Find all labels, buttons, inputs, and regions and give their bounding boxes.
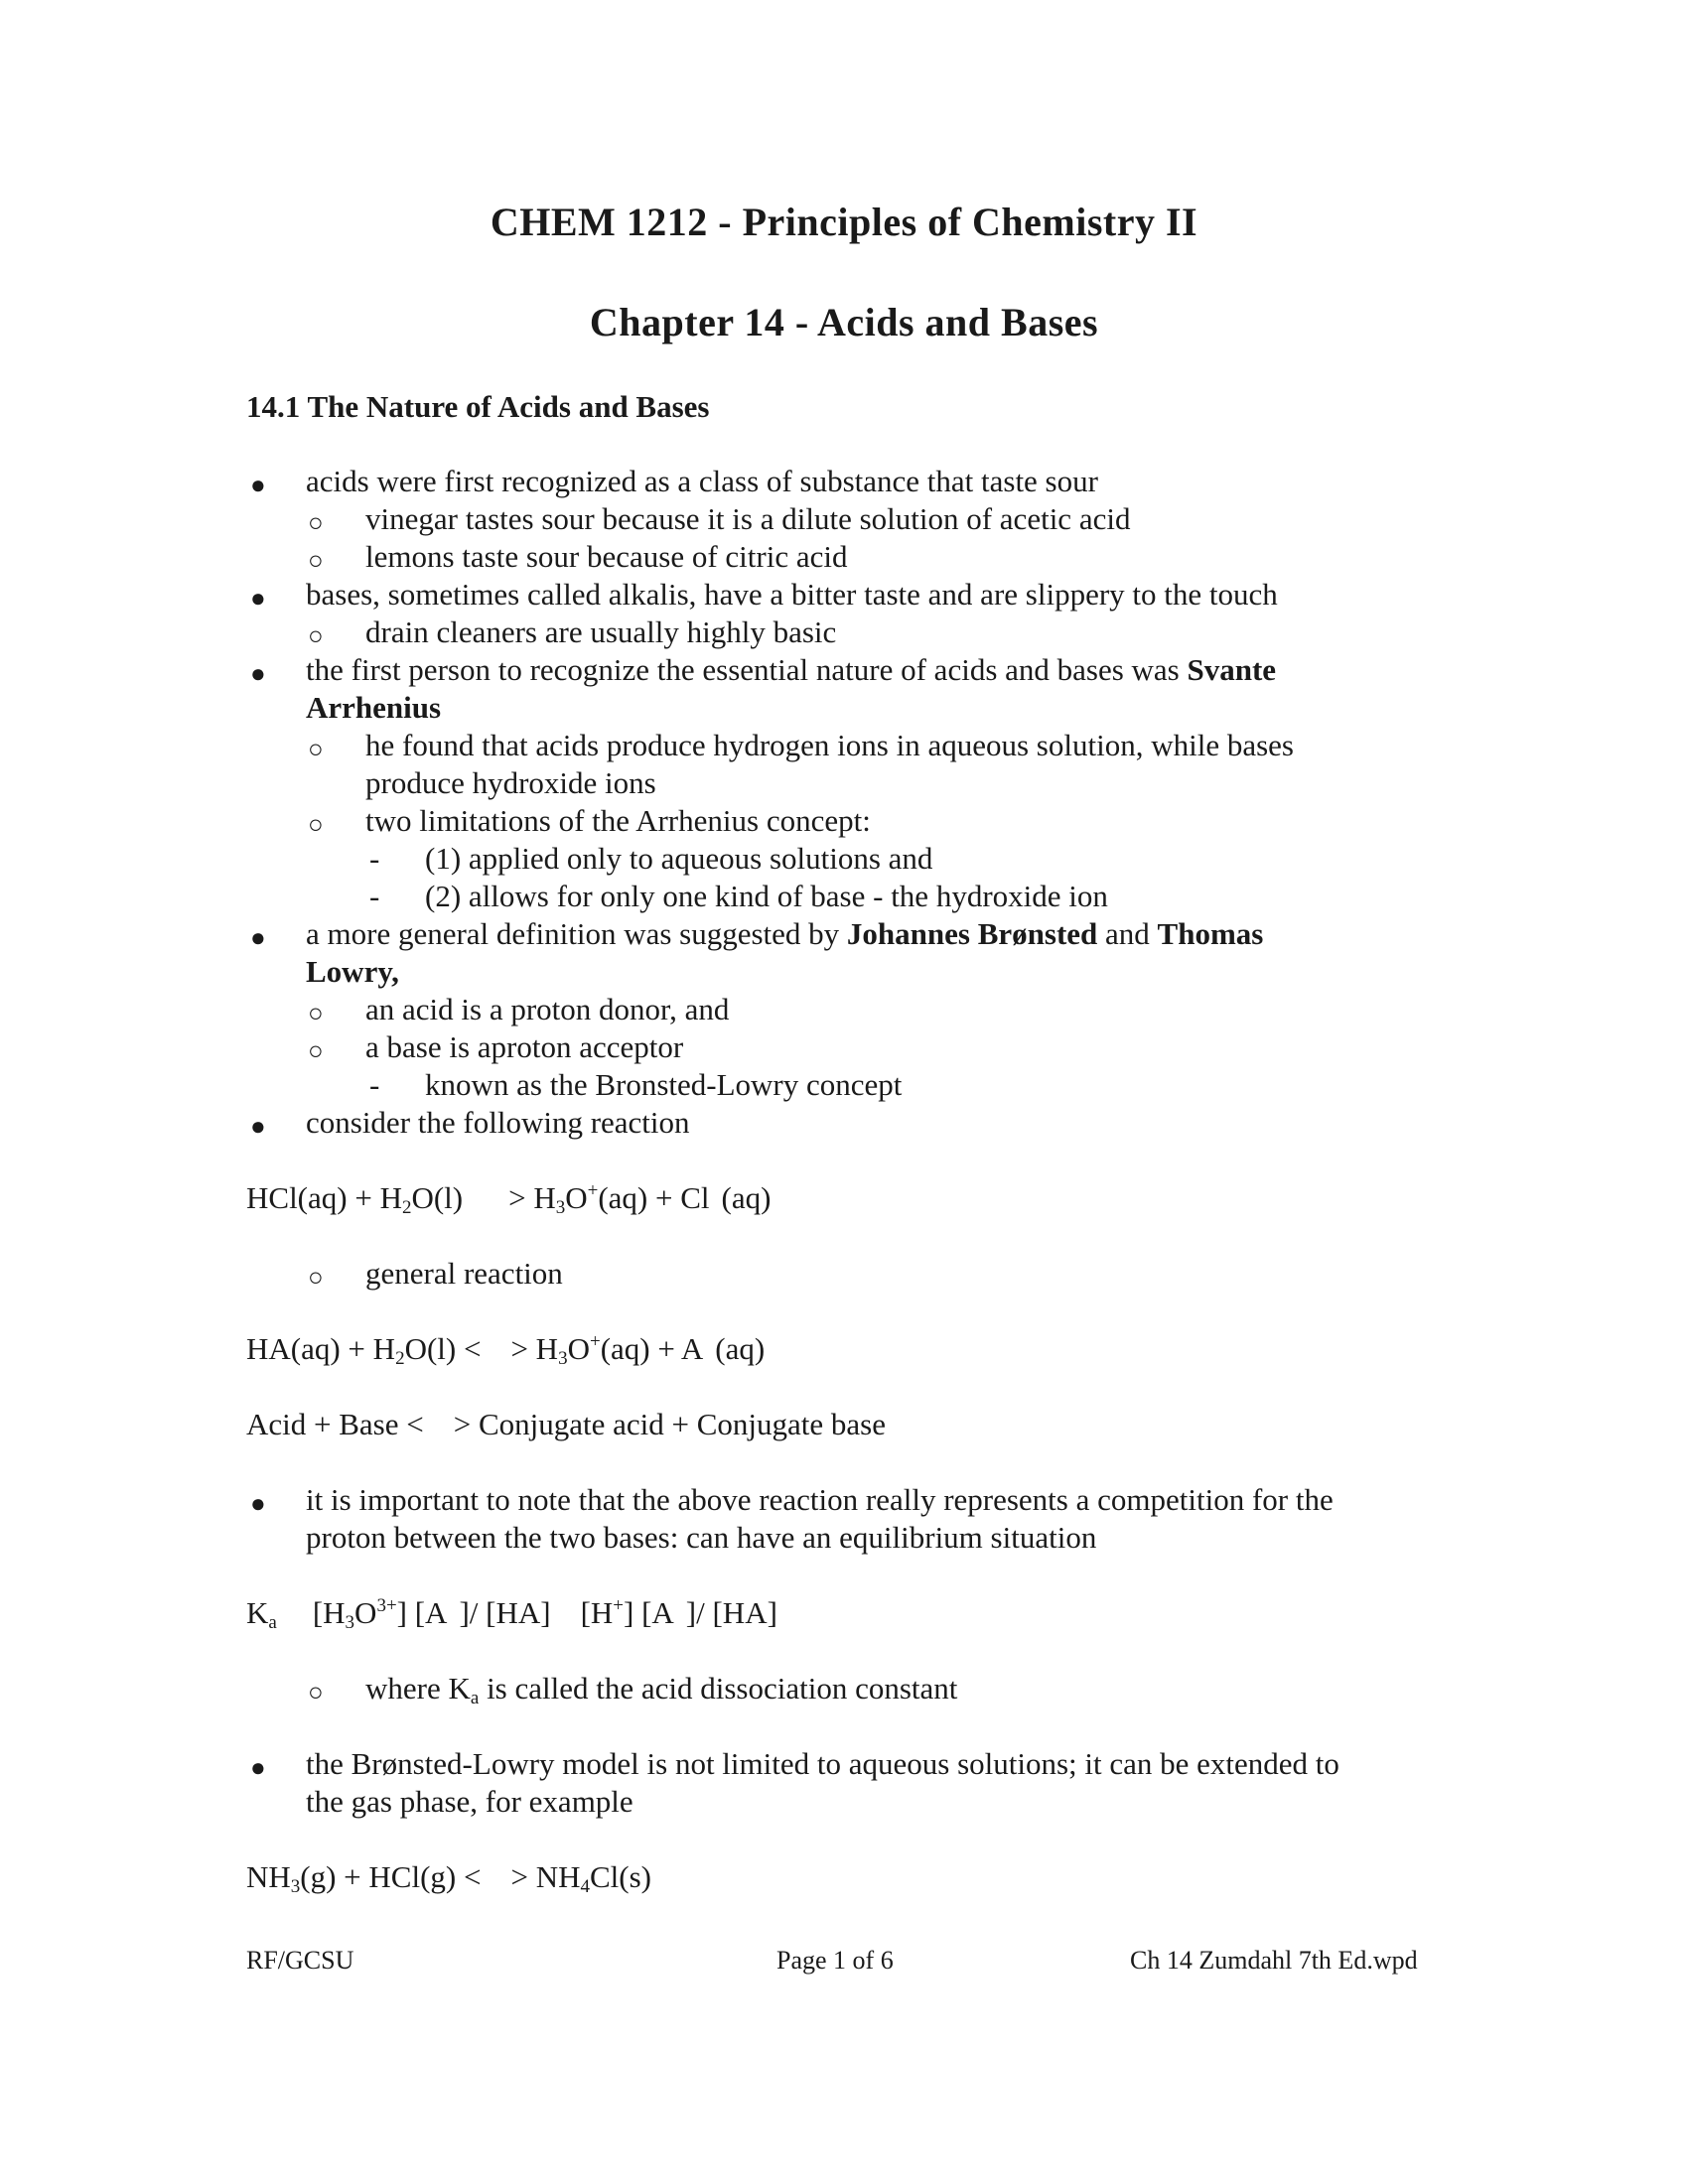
dash-marker: -	[369, 1067, 380, 1102]
footer-left: RF/GCSU	[246, 1946, 354, 1975]
chapter-title: Chapter 14 - Acids and Bases	[589, 300, 1099, 344]
sub-bullet-marker: ○	[308, 621, 324, 650]
bullet-text: the Brønsted-Lowry model is not limited to aqueous solutions; it can be extended to	[306, 1746, 1339, 1781]
dash-item-text: (1) applied only to aqueous solutions and	[425, 841, 933, 876]
sub-bullet-marker: ○	[308, 508, 324, 537]
bullet-text: consider the following reaction	[306, 1105, 690, 1140]
bullet-marker: ●	[250, 584, 266, 613]
sub-bullet-marker: ○	[308, 1263, 324, 1292]
thomas-name: Thomas	[1157, 916, 1264, 951]
bullet-text: a more general definition was suggested by Johannes Brønsted and Thomas	[306, 916, 1264, 951]
bullet-text-cont	[306, 689, 441, 727]
bullet-text: bases, sometimes called alkalis, have a bitter taste and are slippery to the touch	[306, 577, 1278, 612]
equation-ammonia: $NH_3(g) + HCl(g)$ < > $NH_4Cl(s)$	[246, 1859, 651, 1897]
bronsted-name: Johannes Brønsted	[846, 916, 1098, 951]
equation-conjugate: Acid + Base < > Conjugate acid + Conjugate base	[246, 1407, 887, 1441]
equation-ka: $K_a$ $[H_3O^{3+}]$ [A ]/ [HA] [H+] [A ]/ [HA]	[246, 1595, 777, 1633]
course-title: CHEM 1212 - Principles of Chemistry II	[490, 200, 1198, 244]
bullet-text: the first person to recognize the essential nature of acids and bases was Svante	[306, 652, 1277, 687]
sub-bullet-text: where $K_a$ is called the acid dissociation constant	[365, 1671, 958, 1708]
bullet-text: it is important to note that the above reaction really represents a competition for the	[306, 1482, 1334, 1517]
bullet-text-cont: the gas phase, for example	[306, 1784, 633, 1819]
svante-name: Svante	[1187, 652, 1277, 687]
sub-bullet-marker: ○	[308, 1678, 324, 1706]
sub-bullet-text: he found that acids produce hydrogen ions in aqueous solution, while bases	[365, 728, 1294, 762]
sub-bullet-text: an acid is a proton donor, and	[365, 992, 730, 1026]
sub-bullet-marker: ○	[308, 546, 324, 575]
bullet-text: acids were first recognized as a class of substance that taste sour	[306, 464, 1098, 498]
section-heading: 14.1 The Nature of Acids and Bases	[246, 389, 710, 424]
bullet-marker: ●	[250, 1753, 266, 1782]
footer-page-number: Page 1 of 6	[776, 1946, 894, 1975]
sub-bullet-marker: ○	[308, 735, 324, 763]
bullet-marker: ●	[250, 659, 266, 688]
bullet-marker: ●	[250, 1489, 266, 1518]
dash-marker: -	[369, 879, 380, 913]
equation-general: $HA(aq) + H_2O(l)$ < > $H_3O^+(aq) + A$ (aq)	[246, 1331, 766, 1369]
dash-marker: -	[369, 841, 380, 876]
sub-bullet-text: lemons taste sour because of citric acid	[365, 539, 848, 574]
sub-bullet-marker: ○	[308, 1036, 324, 1065]
bullet-marker: ●	[250, 1112, 266, 1141]
bullet-marker: ●	[250, 471, 266, 499]
sub-bullet-text: a base is aproton acceptor	[365, 1029, 684, 1064]
dash-item-text: known as the Bronsted-Lowry concept	[425, 1067, 903, 1102]
equation-hcl-water: $HCl(aq) + H_2O(l) > H_3O^+(aq) + Cl$ (aq)	[246, 1180, 772, 1218]
sub-bullet-marker: ○	[308, 999, 324, 1027]
bullet-text-cont: proton between the two bases: can have an equilibrium situation	[306, 1520, 1097, 1555]
lowry-name: Lowry	[306, 954, 392, 989]
sub-bullet-text: general reaction	[365, 1256, 563, 1291]
sub-bullet-text: vinegar tastes sour because it is a dilute solution of acetic acid	[365, 501, 1131, 536]
bullet-marker: ●	[250, 923, 266, 952]
sub-bullet-text: two limitations of the Arrhenius concept:	[365, 803, 871, 838]
sub-bullet-text: drain cleaners are usually highly basic	[365, 614, 837, 649]
arrhenius-name: Arrhenius	[306, 690, 442, 725]
sub-bullet-text-cont: produce hydroxide ions	[365, 765, 656, 800]
sub-bullet-marker: ○	[308, 810, 324, 839]
dash-item-text: (2) allows for only one kind of base - the hydroxide ion	[425, 879, 1108, 913]
bullet-text-cont: Lowry,	[306, 954, 399, 989]
footer-right: Ch 14 Zumdahl 7th Ed.wpd	[1130, 1946, 1418, 1975]
